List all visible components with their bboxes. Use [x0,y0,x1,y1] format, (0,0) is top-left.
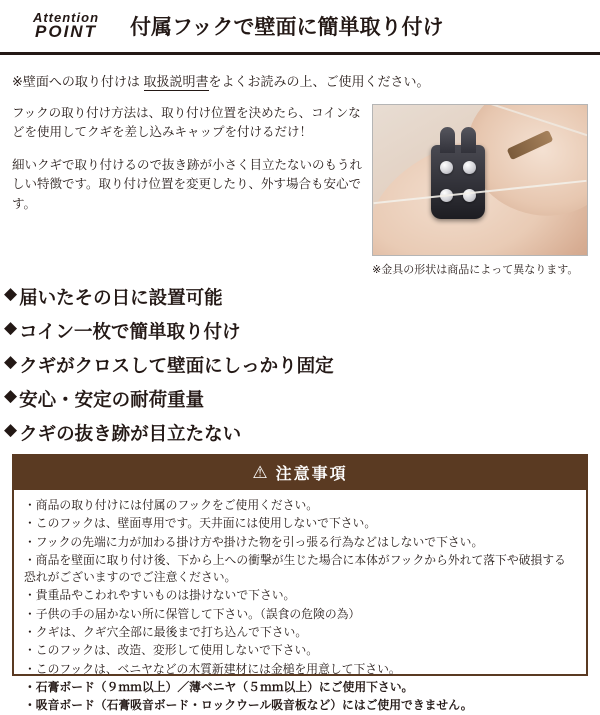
caution-item: ・このフックは、壁面専用です。天井面には使用しないで下さい。 [24,516,377,531]
bullet-label: 安心・安定の耐荷重量 [19,388,205,410]
caution-item: ・吸音ボード（石膏吸音ボード・ロックウール吸音板など）にはご使用できません。 [24,698,473,713]
manual-note-prefix: ※壁面への取り付けは [12,74,144,89]
manual-note [12,71,588,90]
caution-item: ・商品の取り付けには付属のフックをご使用ください。 [24,497,319,512]
diamond-icon: ◆ [4,317,18,337]
bullet-label: 届いたその日に設置可能 [19,286,223,308]
photo-column [372,104,588,278]
caution-item: ・フックの先端に力が加わる掛け方や掛けた物を引っ張る行為などはしないで下さい。 [24,534,484,549]
list-item [4,352,600,378]
list-item [4,318,600,344]
bullet-label: コイン一枚で簡単取り付け [19,320,241,342]
warning-triangle-icon: ⚠ [252,463,268,483]
caution-item: ・石膏ボード（９ｍｍ以上）／薄ベニヤ（５ｍｍ以上）にご使用下さい。 [24,680,414,695]
manual-note-suffix: をよくお読みの上、ご使用ください。 [208,74,430,89]
caution-item: ・子供の手の届かない所に保管して下さい。（誤食の危険の為） [24,606,361,621]
paragraph-install-method: フックの取り付け方法は、取り付け位置を決めたら、コインなどを使用してクギを差し込みキャップを付けるだけ！ [12,106,361,140]
feature-bullet-list [4,284,600,446]
diamond-icon: ◆ [4,419,18,439]
nail-cap-1 [440,161,453,174]
caution-item: ・商品を壁面に取り付け後、下から上への衝撃が生じた場合に本体がフックから外れて落下や破損する恐れがございますのでご注意ください。 [24,552,566,585]
bracket-ear-right [461,127,476,153]
caution-item: ・貴重品やこわれやすいものは掛けないで下さい。 [24,588,296,603]
attention-point-logo [0,11,126,41]
caution-item: ・クギは、クギ穴全部に最後まで打ち込んで下さい。 [24,625,308,640]
caution-box [12,454,588,713]
diamond-icon: ◆ [4,283,18,303]
caution-item: ・このフックは、改造、変形して使用しないで下さい。 [24,643,319,658]
content-columns [12,104,588,278]
caution-item: ・このフックは、ベニヤなどの木質新建材には金槌を用意して下さい。 [24,661,401,676]
bullet-label: クギがクロスして壁面にしっかり固定 [19,354,334,376]
diamond-icon: ◆ [4,385,18,405]
list-item [4,284,600,310]
photo-caption: ※金具の形状は商品によって異なります。 [372,264,579,276]
caution-title: 注意事項 [275,466,348,484]
paragraph-nail-feature: 細いクギで取り付けるので抜き跡が小さく目立たないのもうれしい特徴です。取り付け位置を変更したり、外す場合も安心です。 [12,157,363,211]
page-title: 付属フックで壁面に簡単取り付け [130,16,444,39]
bullet-label: クギの抜き跡が目立たない [19,422,242,444]
attention-word: Attention [32,9,100,25]
nail-cap-2 [463,161,476,174]
list-item [4,386,600,412]
diamond-icon: ◆ [4,351,18,371]
bracket-ear-left [440,127,455,153]
caution-header [14,456,586,490]
hook-installation-photo [372,104,588,256]
text-column [12,104,362,278]
metal-bracket [431,145,485,219]
caution-list [14,490,586,715]
list-item [4,420,600,446]
page-header [0,0,600,55]
manual-note-underlined: 取扱説明書 [143,74,209,89]
point-word: POINT [35,22,97,42]
